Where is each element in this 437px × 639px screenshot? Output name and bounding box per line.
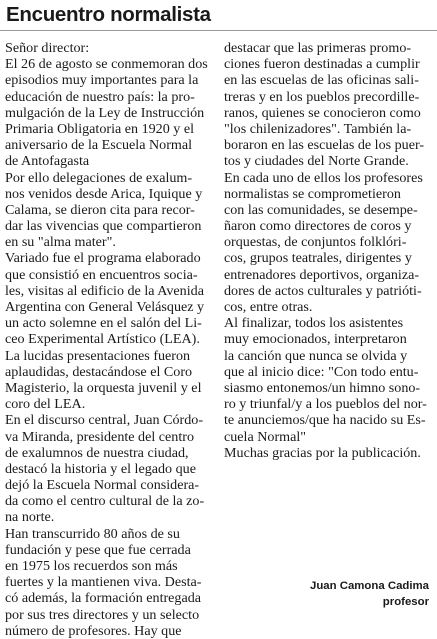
text-line: tos y ciudades del Norte Grande. [224,153,409,170]
text-line: na norte. [5,509,55,526]
text-line: un acto solemne en el salón del Li- [5,315,202,332]
text-line: da como el centro cultural de la zo- [5,493,205,510]
text-line: fundación y pese que fue cerrada [5,541,191,558]
text-line: la canción que nunca se olvida y [224,347,408,364]
text-line: en 1975 los recuerdos son más [5,558,178,574]
text-line: episodios muy importantes para la [5,72,199,89]
text-line: ceo Experimental Artístico (LEA). [5,331,200,348]
text-line: mulgación de la Ley de Instrucción [5,104,205,121]
text-line: có además, la formación entregada [5,590,202,607]
text-line: dar las vivencias que compartieron [5,218,202,235]
text-line: ciones fueron destinadas a cumplir [224,56,420,73]
text-line: cos, grupos teatrales, dirigentes y [224,250,412,267]
text-line: Magisterio, la orquesta juvenil y el [5,379,202,396]
text-line: Primaria Obligatoria en 1920 y el [5,120,195,137]
text-line: orquestas, de conjuntos folklóri- [224,234,407,251]
text-line: Han transcurrido 80 años de su [5,525,180,542]
text-line: La lucidas presentaciones fueron [5,347,191,364]
signature-name: Juan Camona Cadima [309,580,429,592]
text-line: Al finalizar, todos los asistentes [224,315,404,332]
text-line: ñaron como directores de coros y [224,218,412,235]
text-line: aplaudidas, destacándose el Coro [5,363,193,380]
text-line: Muchas gracias por la publicación. [224,444,421,461]
signature-block [224,578,429,610]
text-line: Por ello delegaciones de exalum- [5,169,193,186]
text-line: aniversario de la Escuela Normal [5,137,193,154]
text-line: cos, entre otras. [224,299,313,315]
text-line: "los chilenizadores". También la- [224,120,412,137]
text-line: dejó la Escuela Normal considera- [5,477,200,494]
text-line: fuertes y la mantienen viva. Desta- [5,574,202,591]
text-line: les, visitas al edificio de la Avenida [5,282,204,299]
text-line: siasmo entonemos/un himno sono- [224,379,421,396]
text-line: En el discurso central, Juan Córdo- [5,412,204,429]
text-line: treras y en los pueblos precordille- [224,88,420,105]
text-line: por sus tres directores y un selecto [5,606,200,623]
text-line: destacó la historia y el legado que [5,460,196,477]
text-line: número de profesores. Hay que [5,622,182,639]
text-line: coro del LEA. [5,396,86,413]
text-line: muy emocionados, interpretaron [224,331,407,348]
text-line: Argentina con General Velásquez y [5,299,205,315]
text-line: Variado fue el programa elaborado [5,250,201,267]
text-line: El 26 de agosto se conmemoran dos [5,56,208,73]
text-line: que al inicio dice: "Con todo entu- [224,363,419,380]
text-line: Señor director: [5,40,90,56]
text-line: ro y triunfal/y a los pueblos del nor- [224,396,427,413]
text-line: ranos, quienes se conocieron como [224,104,421,121]
text-line: En cada uno de ellos los profesores [224,169,423,186]
text-line: va Miranda, presidente del centro [5,428,195,445]
text-line: en las escuelas de las oficinas sali- [224,72,419,89]
text-line: te anunciemos/que ha nacido su Es- [224,412,426,429]
text-line: cuela Normal" [224,428,307,445]
text-line: nos venidos desde Arica, Iquique y [5,185,203,202]
text-line: dores de actos culturales y patrióti- [224,282,422,299]
text-line: de exalumnos de nuestra ciudad, [5,444,189,461]
text-line: destacar que las primeras promo- [224,40,412,56]
text-line: normalistas se comprometieron [224,185,401,202]
letter-column-1 [5,40,217,639]
text-line: entrenadores deportivos, organiza- [224,266,420,283]
text-line: boraron en las escuelas de los puer- [224,137,425,154]
headline: Encuentro normalista [6,3,211,26]
text-line: con las comunidades, se desempe- [224,201,418,218]
signature-title: profesor [382,596,429,608]
text-line: de Antofagasta [5,153,90,170]
text-line: en su "alma mater". [5,234,116,251]
text-line: que consistió en encuentros socia- [5,266,198,283]
text-line: educación de nuestro país: la pro- [5,88,195,105]
letter-column-2 [224,40,436,461]
headline-rule [0,30,437,31]
text-line: Calama, se dieron cita para recor- [5,201,195,218]
